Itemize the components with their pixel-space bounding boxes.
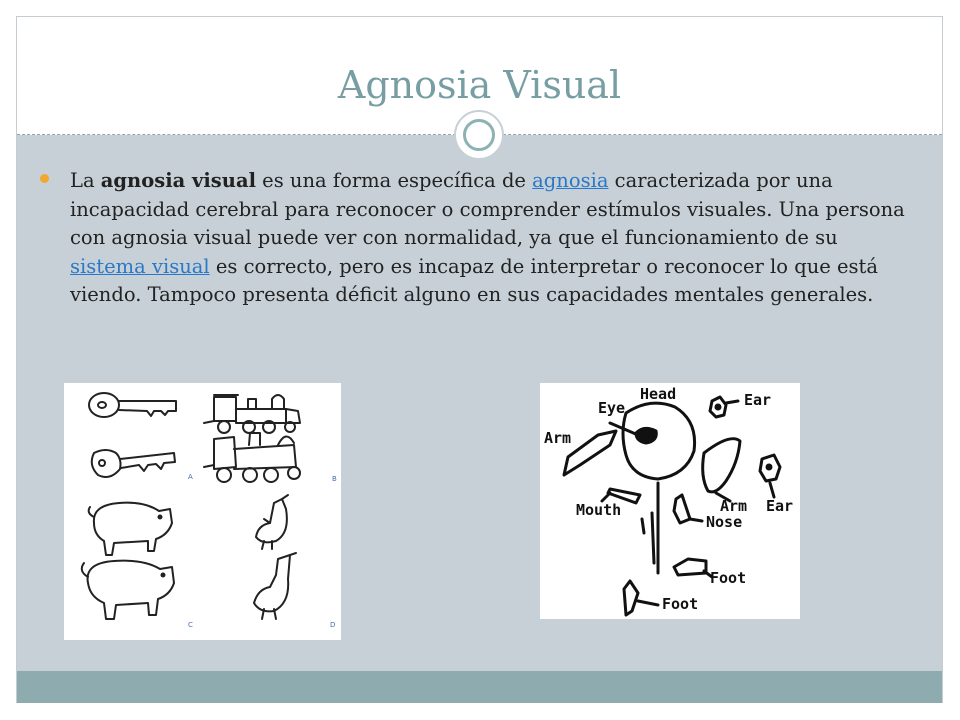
body-line-3 <box>642 519 644 533</box>
face-parts-image <box>540 383 800 619</box>
foot-top-shape <box>674 559 706 575</box>
bird-drawing-1 <box>256 495 288 549</box>
para-bold-term: agnosia visual <box>100 169 256 192</box>
label-head: Head <box>640 385 677 403</box>
bird-drawing-2 <box>254 553 296 619</box>
key-drawing-1 <box>89 393 176 417</box>
footer-bar <box>17 671 942 703</box>
arm-right-shape <box>703 439 740 492</box>
ear-top-pointer <box>726 401 738 403</box>
body-paragraph <box>70 167 915 310</box>
nose-pointer <box>690 519 702 521</box>
train-drawing-2 <box>204 433 300 482</box>
label-arm-left: Arm <box>544 429 572 447</box>
ear-right-pointer <box>770 483 774 497</box>
agnosia-link[interactable]: agnosia <box>532 169 609 192</box>
label-d: D <box>330 621 336 629</box>
pig-drawing-1 <box>89 503 172 555</box>
pig-drawing-2 <box>82 561 174 619</box>
foot-bottom-shape <box>624 581 638 615</box>
arm-left-shape <box>564 431 616 475</box>
label-c: C <box>188 621 193 629</box>
key-drawing-2 <box>92 450 175 477</box>
label-ear-right: Ear <box>766 497 794 515</box>
slide-title: Agnosia Visual <box>337 63 622 107</box>
mouth-pointer <box>602 493 610 501</box>
body-line-2 <box>652 513 654 563</box>
foot-bottom-pointer <box>638 601 658 605</box>
label-ear-top: Ear <box>744 391 772 409</box>
object-drawings-svg <box>64 383 341 640</box>
train-drawing-1 <box>204 395 300 433</box>
face-parts-svg <box>540 383 800 619</box>
para-text-4: es correcto, pero es incapaz de interpretar o reconocer lo que está viendo. Tampoco presenta déficit alguno en sus capacidades mentales generales. <box>70 254 879 306</box>
para-text-3: caracterizada por una incapacidad cerebral para reconocer o comprender estímulos visuales. Una persona con agnosia visual puede ver con normalidad, ya que el funcionamiento de su <box>70 169 905 249</box>
head-shape <box>623 403 695 479</box>
label-mouth: Mouth <box>576 501 622 519</box>
object-drawings-image <box>64 383 341 640</box>
para-text-1: La <box>70 169 101 192</box>
divider-ring-inner-icon <box>463 119 495 151</box>
para-text-2: es una forma específica de <box>255 169 533 192</box>
bullet-icon <box>40 174 49 183</box>
nose-shape <box>674 495 690 523</box>
label-eye: Eye <box>598 399 626 417</box>
label-nose: Nose <box>706 513 743 531</box>
label-foot-top: Foot <box>710 569 747 587</box>
label-arm-right: Arm <box>720 497 748 515</box>
sistema-visual-link[interactable]: sistema visual <box>70 254 210 278</box>
label-a: A <box>188 473 193 481</box>
label-b: B <box>332 475 337 483</box>
label-foot-bottom: Foot <box>662 595 699 613</box>
